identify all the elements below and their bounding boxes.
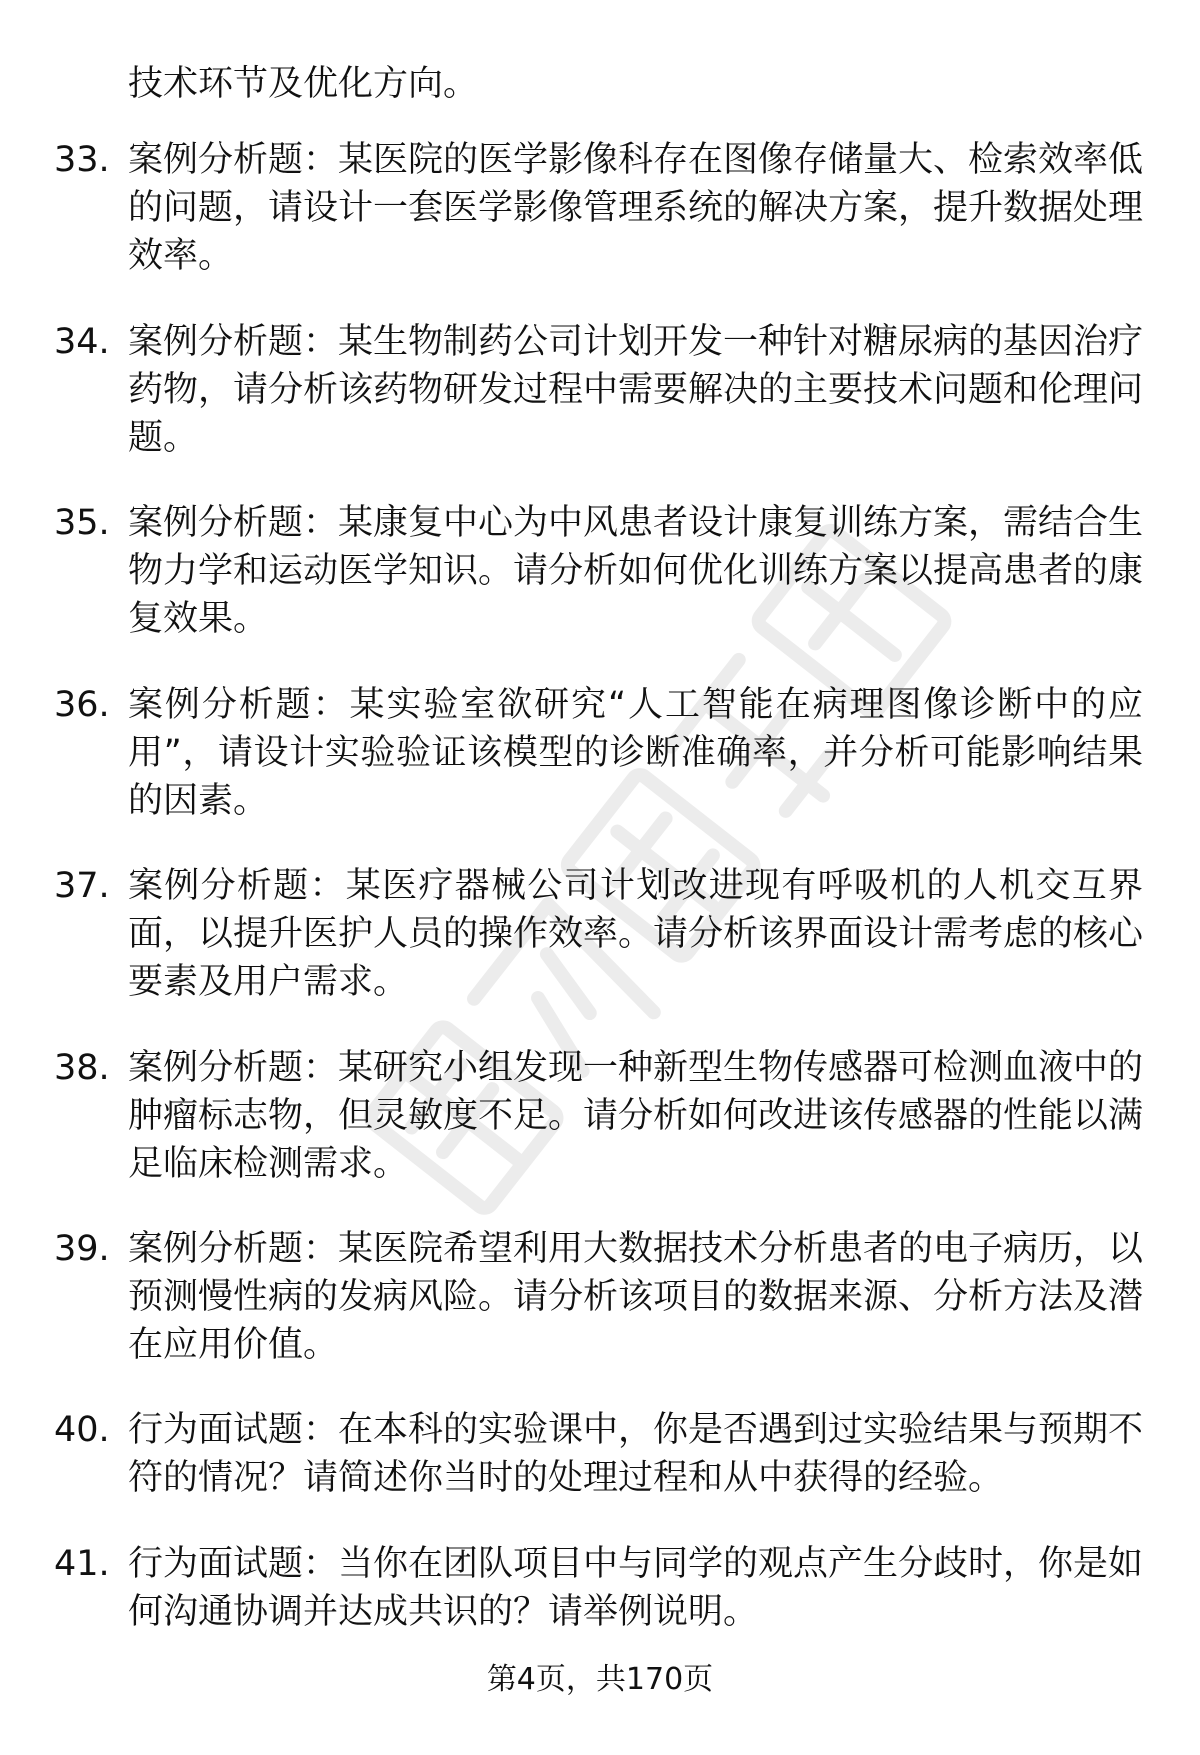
page-footer: 第4页，共170页 xyxy=(486,1662,714,1697)
question-text: 案例分析题：某康复中心为中风患者设计康复训练方案，需结合生物力学和运动医学知识。请分析如何优化训练方案以提高患者的康复效果。 xyxy=(128,503,1144,639)
question-number: 41. xyxy=(54,1544,110,1584)
question-text: 行为面试题：当你在团队项目中与同学的观点产生分歧时，你是如何沟通协调并达成共识的？请举例说明。 xyxy=(128,1544,1144,1632)
question-text: 案例分析题：某研究小组发现一种新型生物传感器可检测血液中的肿瘤标志物，但灵敏度不足。请分析如何改进该传感器的性能以满足临床检测需求。 xyxy=(128,1048,1144,1184)
continuation-text: 技术环节及优化方向。 xyxy=(128,64,479,104)
question-text: 案例分析题：某医院的医学影像科存在图像存储量大、检索效率低的问题，请设计一套医学影像管理系统的解决方案，提升数据处理效率。 xyxy=(128,140,1144,276)
question-text: 案例分析题：某医院希望利用大数据技术分析患者的电子病历，以预测慢性病的发病风险。请分析该项目的数据来源、分析方法及潜在应用价值。 xyxy=(128,1229,1144,1365)
question-number: 34. xyxy=(54,322,110,362)
question-number: 38. xyxy=(54,1048,110,1088)
question-number: 37. xyxy=(54,866,110,906)
question-text: 案例分析题：某医疗器械公司计划改进现有呼吸机的人机交互界面，以提升医护人员的操作效率。请分析该界面设计需考虑的核心要素及用户需求。 xyxy=(128,866,1144,1002)
question-text: 案例分析题：某实验室欲研究“人工智能在病理图像诊断中的应用”，请设计实验验证该模型的诊断准确率，并分析可能影响结果的因素。 xyxy=(128,685,1143,821)
question-number: 39. xyxy=(54,1229,110,1269)
question-text: 行为面试题：在本科的实验课中，你是否遇到过实验结果与预期不符的情况？请简述你当时的处理过程和从中获得的经验。 xyxy=(128,1410,1144,1498)
question-number: 40. xyxy=(54,1410,110,1450)
question-number: 35. xyxy=(54,503,110,543)
question-number: 36. xyxy=(54,685,110,725)
question-number: 33. xyxy=(54,140,110,180)
question-text: 案例分析题：某生物制药公司计划开发一种针对糖尿病的基因治疗药物，请分析该药物研发过程中需要解决的主要技术问题和伦理问题。 xyxy=(128,322,1144,458)
